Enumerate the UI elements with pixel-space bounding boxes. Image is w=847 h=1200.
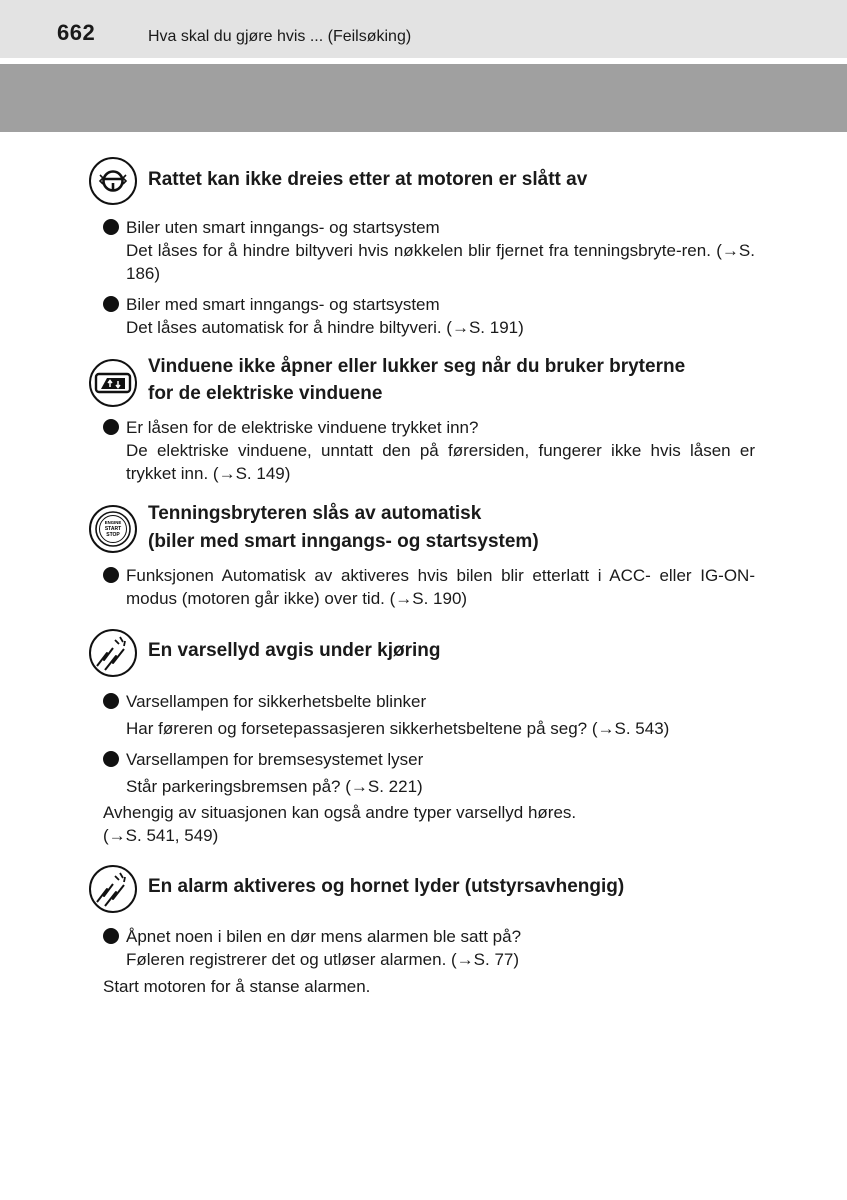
bullet-text: Står parkeringsbremsen på? (→S. 221) xyxy=(126,777,423,796)
list-item xyxy=(103,925,755,971)
bullet-title: Biler uten smart inngangs- og startsystem xyxy=(126,218,440,237)
engine-start-stop-icon xyxy=(88,504,138,554)
bullet-text: Har føreren og forsetepassasjeren sikkerhetsbeltene på seg? (→S. 543) xyxy=(126,719,670,738)
list-item xyxy=(103,688,755,742)
bullet-dot xyxy=(103,928,119,944)
section-heading: En alarm aktiveres og hornet lyder (utstyrsavhengig) xyxy=(148,876,625,897)
list-item xyxy=(103,216,755,285)
bullet-dot xyxy=(103,567,119,583)
section-heading: (biler med smart inngangs- og startsystem) xyxy=(148,531,539,552)
bullet-dot xyxy=(103,751,119,767)
bullet-text: Føleren registrerer det og utløser alarmen. (→S. 77) xyxy=(126,950,520,969)
header-band xyxy=(0,64,847,132)
bullet-dot xyxy=(103,219,119,235)
window-lock-icon xyxy=(88,358,138,408)
steering-lock-icon xyxy=(88,156,138,206)
icon-label: STOP xyxy=(106,532,120,538)
bullet-dot xyxy=(103,693,119,709)
bullet-title: Er låsen for de elektriske vinduene trykket inn? xyxy=(126,418,479,437)
section-heading: Rattet kan ikke dreies etter at motoren er slått av xyxy=(148,169,588,190)
header-title: Hva skal du gjøre hvis ... (Feilsøking) xyxy=(148,28,412,45)
list-item xyxy=(103,416,755,485)
bullet-text: Det låses for å hindre biltyveri hvis nøkkelen blir fjernet fra tenningsbryte-ren. (→S. 186) xyxy=(126,241,755,283)
bullet-text: De elektriske vinduene, unntatt den på førersiden, fungerer ikke hvis låsen er trykket inn. (→S. 149) xyxy=(126,441,755,483)
alarm-horn-icon xyxy=(88,864,138,914)
warning-sound-icon xyxy=(88,628,138,678)
section-heading: Tenningsbryteren slås av automatisk xyxy=(148,503,482,524)
bullet-title: Varsellampen for bremsesystemet lyser xyxy=(126,750,424,769)
bullet-text: Funksjonen Automatisk av aktiveres hvis bilen blir etterlatt i ACC- eller IG-ON-modus (motoren går ikke) over tid. (→S. 190) xyxy=(126,566,755,608)
bullet-title: Biler med smart inngangs- og startsystem xyxy=(126,295,440,314)
note-text: (→S. 541, 549) xyxy=(103,826,219,845)
bullet-dot xyxy=(103,419,119,435)
list-item xyxy=(103,746,755,800)
bullet-title: Varsellampen for sikkerhetsbelte blinker xyxy=(126,692,427,711)
section-heading: for de elektriske vinduene xyxy=(148,383,383,404)
page-number: 662 xyxy=(57,20,96,45)
icon-label: ENGINE xyxy=(104,520,122,525)
section-heading: En varsellyd avgis under kjøring xyxy=(148,640,441,661)
bullet-dot xyxy=(103,296,119,312)
list-item xyxy=(103,293,755,339)
list-item xyxy=(103,564,755,610)
icon-label: START xyxy=(104,526,122,532)
note-text: Avhengig av situasjonen kan også andre typer varsellyd høres. xyxy=(103,803,577,822)
section-heading: Vinduene ikke åpner eller lukker seg når du bruker bryterne xyxy=(148,356,686,377)
bullet-text: Det låses automatisk for å hindre biltyveri. (→S. 191) xyxy=(126,318,524,337)
page-header xyxy=(0,0,847,58)
note-text: Start motoren for å stanse alarmen. xyxy=(103,977,371,996)
bullet-title: Åpnet noen i bilen en dør mens alarmen ble satt på? xyxy=(126,927,522,946)
